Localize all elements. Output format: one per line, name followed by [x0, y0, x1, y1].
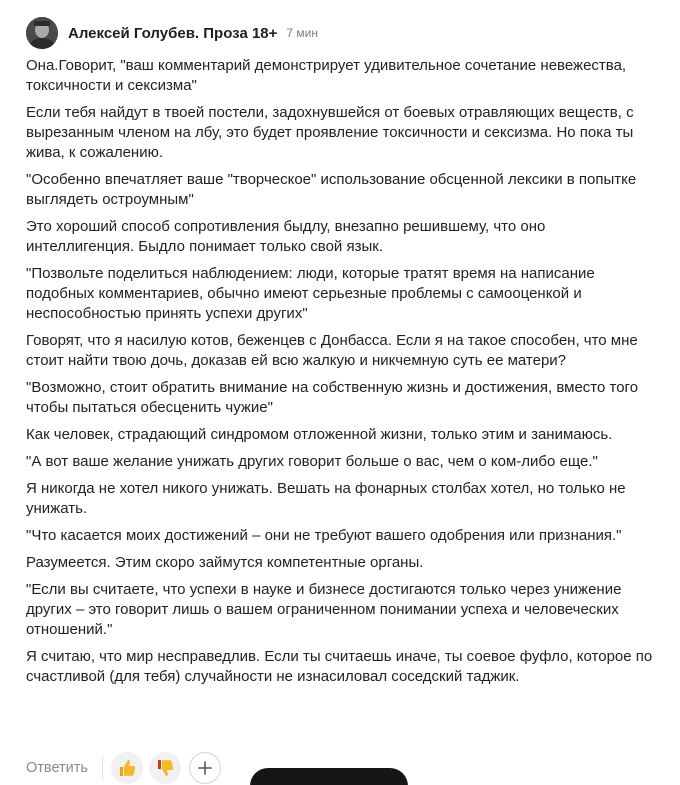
comment-paragraph: "Позвольте поделиться наблюдением: люди, которые тратят время на написание подобных комментариев, обычно имеют серьезные проблемы с самооценкой и неспособностью принять успехи других"	[26, 265, 595, 322]
comment-paragraph: Разумеется. Этим скоро займутся компетентные органы.	[26, 554, 424, 571]
comment-paragraph: Если тебя найдут в твоей постели, задохнувшейся от боевых отравляющих веществ, с вырезанным членом на лбу, это будет проявление токсичности и сексизма. Но пока ты жива, к сожалению.	[26, 104, 634, 161]
floating-action-bar[interactable]	[250, 768, 408, 785]
comment-paragraph: Я никогда не хотел никого унижать. Вешать на фонарных столбах хотел, но только не унижать.	[26, 480, 626, 517]
comment-paragraph: "Особенно впечатляет ваше "творческое" использование обсценной лексики в попытке выглядеть остроумным"	[26, 171, 637, 208]
timestamp: 7 мин	[286, 26, 318, 40]
reply-button[interactable]: Ответить	[26, 760, 88, 776]
comment-paragraph: Говорят, что я насилую котов, беженцев с Донбасса. Если я на такое способен, что мне стоит найти твою дочь, доказав ей всю жалкую и никчемную суть ее матери?	[26, 332, 638, 369]
comment-paragraph: "Возможно, стоит обратить внимание на собственную жизнь и достижения, вместо того чтобы пытаться обесценить чужие"	[26, 379, 639, 416]
comment-paragraph: Я считаю, что мир несправедлив. Если ты считаешь иначе, ты соевое фуфло, которое по счастливой (для тебя) случайности не изнасиловал соседский таджик.	[26, 648, 653, 685]
comment-paragraph: Как человек, страдающий синдромом отложенной жизни, только этим и занимаюсь.	[26, 426, 613, 443]
thumbs-down-icon	[155, 758, 175, 778]
comment-paragraph: Это хороший способ сопротивления быдлу, внезапно решившему, что оно интеллигенция. Быдло понимает только свой язык.	[26, 218, 546, 255]
comment-body	[26, 56, 654, 694]
plus-icon	[198, 761, 212, 775]
author-name[interactable]: Алексей Голубев. Проза 18+	[68, 24, 278, 42]
comment-paragraph: "А вот ваше желание унижать других говорит больше о вас, чем о ком-либо еще."	[26, 453, 598, 470]
dislike-button[interactable]	[149, 752, 181, 784]
divider	[102, 757, 103, 779]
avatar[interactable]	[26, 17, 58, 49]
comment-paragraph: Она.Говорит, "ваш комментарий демонстрирует удивительное сочетание невежества, токсичности и сексизма"	[26, 57, 627, 94]
comment-paragraph: "Что касается моих достижений – они не требуют вашего одобрения или признания."	[26, 527, 622, 544]
thumbs-up-icon	[117, 758, 137, 778]
add-reaction-button[interactable]	[189, 752, 221, 784]
like-button[interactable]	[111, 752, 143, 784]
comment-actions	[26, 752, 221, 784]
comment-paragraph: "Если вы считаете, что успехи в науке и бизнесе достигаются только через унижение других – это говорит лишь о вашем ограниченном понимании успеха и человеческих отношений."	[26, 581, 622, 638]
comment-header	[26, 16, 318, 50]
